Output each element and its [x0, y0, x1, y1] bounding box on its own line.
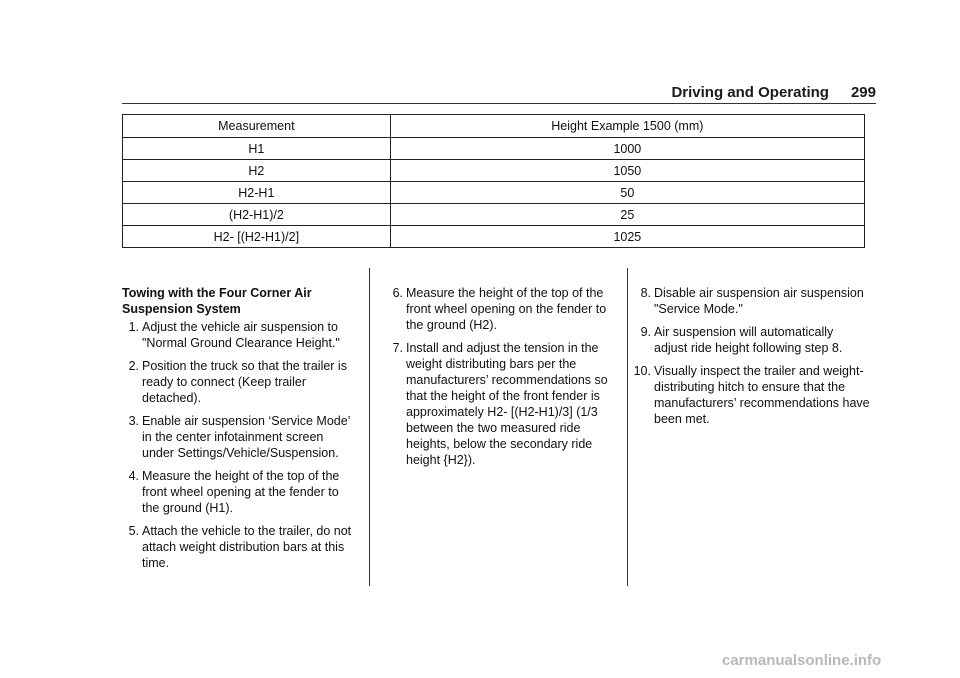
- step-text: Position the truck so that the trailer is ready to connect (Keep trailer detached).: [142, 359, 347, 405]
- column-header: Measurement: [123, 115, 391, 138]
- steps-list: [122, 319, 354, 571]
- step-item: [630, 363, 870, 427]
- step-number: 5.: [128, 524, 139, 538]
- step-text: Air suspension will automatically adjust ride height following step 8.: [654, 325, 843, 355]
- step-number: 9.: [640, 325, 651, 339]
- step-number: 6.: [392, 286, 403, 300]
- steps-list: [386, 285, 618, 468]
- table-cell: H2: [123, 160, 391, 182]
- table-cell: 50: [390, 182, 864, 204]
- text-column-2: [386, 285, 618, 475]
- section-title-header: Driving and Operating: [671, 84, 829, 101]
- watermark: carmanualsonline.info: [722, 652, 882, 669]
- step-text: Visually inspect the trailer and weight-distributing hitch to ensure that the manufacturers’ recommendations have been met.: [654, 364, 870, 426]
- steps-list: [630, 285, 870, 427]
- table-row: [123, 160, 865, 182]
- table-cell: H2-H1: [123, 182, 391, 204]
- column-header: Height Example 1500 (mm): [390, 115, 864, 138]
- step-item: [122, 358, 354, 406]
- header-rule: [122, 103, 876, 104]
- table-cell: 1025: [390, 226, 864, 248]
- step-text: Enable air suspension ‘Service Mode’ in the center infotainment screen under Settings/Vehicle/Suspension.: [142, 414, 350, 460]
- step-item: [122, 319, 354, 351]
- procedure-heading: Towing with the Four Corner Air Suspension System: [122, 286, 312, 316]
- table-header-row: [123, 115, 865, 138]
- text-column-3: [630, 285, 870, 434]
- step-item: [122, 468, 354, 516]
- column-divider: [369, 268, 370, 586]
- step-item: [630, 285, 870, 317]
- page-header: [122, 84, 876, 102]
- text-column-1: [122, 285, 354, 578]
- page-number: 299: [850, 84, 876, 101]
- table-cell: 1050: [390, 160, 864, 182]
- step-number: 4.: [128, 469, 139, 483]
- measurement-table: [122, 114, 865, 248]
- table-row: [123, 204, 865, 226]
- step-item: [122, 523, 354, 571]
- table-row: [123, 138, 865, 160]
- table-cell: H1: [123, 138, 391, 160]
- step-item: [386, 285, 618, 333]
- step-text: Adjust the vehicle air suspension to "Normal Ground Clearance Height.": [142, 320, 340, 350]
- step-text: Disable air suspension air suspension "Service Mode.": [654, 286, 864, 316]
- step-text: Measure the height of the top of the front wheel opening at the fender to the ground (H1).: [142, 469, 340, 515]
- step-item: [630, 324, 870, 356]
- table-cell: H2- [(H2-H1)/2]: [123, 226, 391, 248]
- step-item: [122, 413, 354, 461]
- step-text: Install and adjust the tension in the weight distributing bars per the manufacturers’ recommendations so that the height of the front fender is approximately H2- [(H2-H1)/3] (1/3 between the two measured ride heights, below the secondary ride height {H2}).: [406, 341, 608, 467]
- table-cell: 25: [390, 204, 864, 226]
- step-item: [386, 340, 618, 468]
- table-cell: 1000: [390, 138, 864, 160]
- step-number: 8.: [640, 286, 651, 300]
- table-row: [123, 226, 865, 248]
- step-text: Measure the height of the top of the front wheel opening on the fender to the ground (H2).: [406, 286, 607, 332]
- column-divider: [627, 268, 628, 586]
- step-text: Attach the vehicle to the trailer, do not attach weight distribution bars at this time.: [142, 524, 352, 570]
- step-number: 3.: [128, 414, 139, 428]
- step-number: 10.: [633, 364, 651, 378]
- table-row: [123, 182, 865, 204]
- step-number: 1.: [128, 320, 139, 334]
- step-number: 2.: [128, 359, 139, 373]
- table-cell: (H2-H1)/2: [123, 204, 391, 226]
- step-number: 7.: [392, 341, 403, 355]
